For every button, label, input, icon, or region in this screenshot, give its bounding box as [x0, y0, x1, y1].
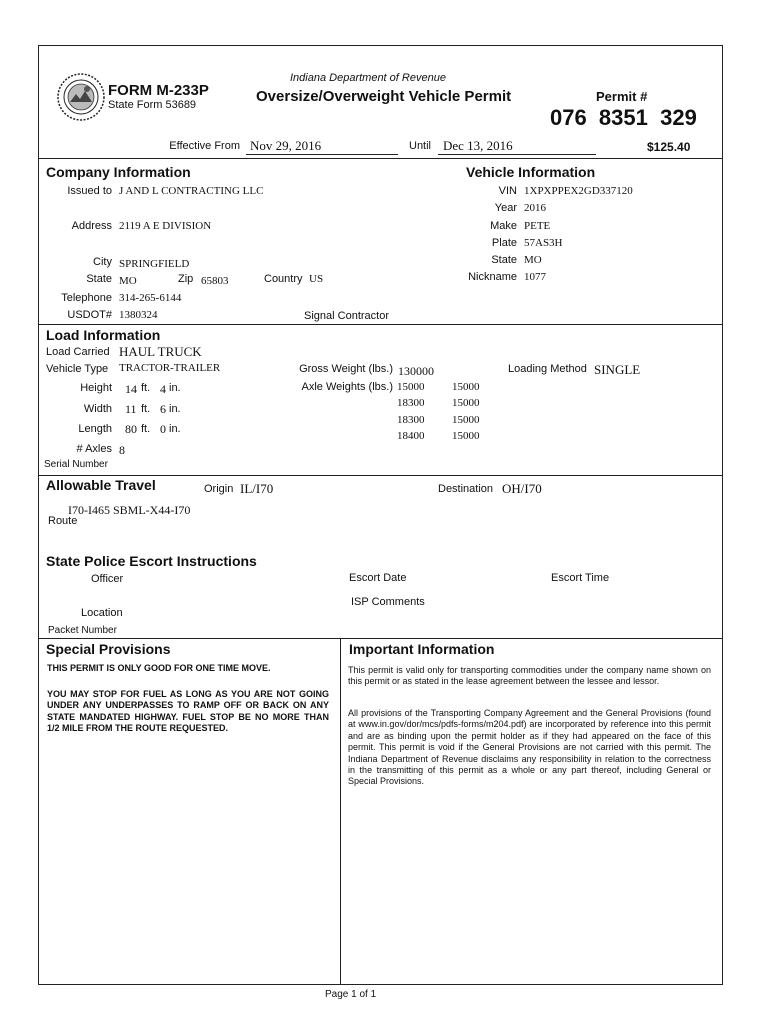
width-in-value: 6: [160, 402, 166, 416]
effective-from-value: Nov 29, 2016: [250, 138, 322, 153]
length-label: Length: [78, 423, 112, 435]
issued-to-value: J AND L CONTRACTING LLC: [119, 185, 264, 197]
city-value: SPRINGFIELD: [119, 258, 190, 270]
country-value: US: [309, 273, 324, 285]
divider-travel: [38, 475, 723, 476]
origin-label: Origin: [204, 483, 234, 495]
page-number: Page 1 of 1: [325, 989, 377, 1000]
escort-heading: State Police Escort Instructions: [46, 553, 257, 569]
important-info-paragraph-2: All provisions of the Transporting Company Agreement and the General Provisions (found at www.in.gov/dor/mcs/pdfs-forms/m204.pdf) are incorporated by reference into this permit and are as binding upon the permit holder as if they had appeared on the face of this permit. This permit is void if the General Provisions are not carried with this permit. The Indiana Department of Revenue disclaims any responsibility in relation to the correctness in the transmitting of this permit as a whole or any part thereof, including General or Special Provisions.: [348, 708, 711, 787]
route-value: I70-I465 SBML-X44-I70: [68, 503, 191, 517]
special-provision-1: THIS PERMIT IS ONLY GOOD FOR ONE TIME MOVE.: [47, 663, 271, 673]
divider-provisions: [38, 638, 723, 639]
officer-label: Officer: [91, 573, 124, 585]
company-state-label: State: [86, 273, 112, 285]
axles-value: 8: [119, 443, 125, 457]
width-label: Width: [83, 403, 112, 415]
axle-weight-2a: 18300: [397, 397, 425, 409]
destination-label: Destination: [438, 483, 494, 495]
load-heading: Load Information: [46, 327, 161, 343]
state-seal-icon: [56, 72, 106, 122]
company-heading: Company Information: [46, 164, 191, 180]
load-carried-value: HAUL TRUCK: [119, 344, 202, 359]
year-label: Year: [494, 202, 517, 214]
origin-value: IL/I70: [240, 481, 274, 496]
axle-weight-1a: 15000: [397, 381, 425, 393]
escort-date-label: Escort Date: [349, 572, 407, 584]
gross-weight-label: Gross Weight (lbs.): [299, 363, 393, 375]
make-value: PETE: [524, 220, 551, 232]
fee-amount: $125.40: [647, 140, 691, 154]
packet-number-label: Packet Number: [48, 625, 117, 636]
location-label: Location: [81, 607, 123, 619]
loading-method-label: Loading Method: [508, 363, 587, 375]
length-ft-value: 80: [125, 422, 137, 436]
company-note: Signal Contractor: [304, 310, 389, 322]
issued-to-label: Issued to: [67, 185, 112, 197]
until-value: Dec 13, 2016: [443, 138, 513, 153]
axles-label: # Axles: [76, 443, 112, 455]
make-label: Make: [490, 220, 517, 232]
company-state-value: MO: [119, 275, 137, 287]
vin-value: 1XPXPPEX2GD337120: [524, 185, 633, 197]
load-carried-label: Load Carried: [46, 346, 110, 358]
serial-number-label: Serial Number: [44, 459, 108, 470]
usdot-label: USDOT#: [67, 309, 112, 321]
route-label: Route: [48, 515, 78, 527]
special-provisions-heading: Special Provisions: [46, 641, 171, 657]
height-in-value: 4: [160, 382, 166, 396]
nickname-label: Nickname: [468, 271, 517, 283]
axle-weight-4b: 15000: [452, 430, 480, 442]
vehicle-heading: Vehicle Information: [466, 164, 596, 180]
axle-weight-4a: 18400: [397, 430, 425, 442]
important-info-heading: Important Information: [349, 641, 495, 657]
zip-label: Zip: [178, 273, 194, 285]
axle-weight-3b: 15000: [452, 414, 480, 426]
country-label: Country: [264, 273, 303, 285]
zip-value: 65803: [201, 275, 229, 287]
address-value: 2119 A E DIVISION: [119, 220, 212, 232]
axle-weight-2b: 15000: [452, 397, 480, 409]
permit-number: 076 8351 329: [550, 105, 697, 130]
gross-weight-value: 130000: [398, 364, 434, 378]
destination-value: OH/I70: [502, 481, 542, 496]
vehicle-state-value: MO: [524, 254, 542, 266]
important-info-paragraph-1: This permit is valid only for transporting commodities under the company name shown on this permit or as stated in the lease agreement between the lessee and lessor.: [348, 665, 711, 687]
height-ft-value: 14: [125, 382, 137, 396]
plate-label: Plate: [491, 237, 517, 249]
axle-weight-1b: 15000: [452, 381, 480, 393]
vehicle-type-value: TRACTOR-TRAILER: [119, 362, 221, 374]
special-provision-2: YOU MAY STOP FOR FUEL AS LONG AS YOU ARE NOT GOING UNDER ANY UNDERPASSES TO RAMP OFF OR BACK ON ANY STATE MANDATED HIGHWAY. FUEL STOP BE NO MORE THAN 1/2 MILE FROM THE ROUTE REQUESTED.: [47, 689, 329, 734]
page-title: Oversize/Overweight Vehicle Permit: [256, 88, 512, 105]
width-ft-value: 11: [125, 402, 137, 416]
loading-method-value: SINGLE: [594, 362, 641, 377]
vin-label: VIN: [498, 185, 517, 197]
axle-weights-label: Axle Weights (lbs.): [301, 381, 393, 393]
telephone-value: 314-265-6144: [119, 292, 182, 304]
effective-from-label: Effective From: [169, 140, 240, 152]
divider-load: [38, 324, 723, 325]
length-in-value: 0: [160, 422, 166, 436]
state-form-number: State Form 53689: [108, 99, 197, 111]
nickname-value: 1077: [524, 271, 546, 283]
divider-provisions-vertical: [340, 638, 341, 984]
city-label: City: [93, 256, 112, 268]
isp-comments-label: ISP Comments: [351, 596, 425, 608]
until-label: Until: [409, 140, 432, 152]
divider-header: [38, 158, 723, 159]
escort-time-label: Escort Time: [551, 572, 610, 584]
axle-weight-3a: 18300: [397, 414, 425, 426]
form-name: FORM M-233P: [108, 82, 209, 99]
vehicle-type-label: Vehicle Type: [46, 363, 109, 375]
height-label: Height: [80, 382, 112, 394]
vehicle-state-label: State: [491, 254, 517, 266]
telephone-label: Telephone: [61, 292, 112, 304]
agency-name: Indiana Department of Revenue: [290, 72, 446, 84]
plate-value: 57AS3H: [524, 237, 563, 249]
address-label: Address: [71, 220, 112, 232]
year-value: 2016: [524, 202, 546, 214]
travel-heading: Allowable Travel: [46, 477, 156, 493]
usdot-value: 1380324: [119, 309, 158, 321]
permit-label: Permit #: [596, 89, 648, 104]
